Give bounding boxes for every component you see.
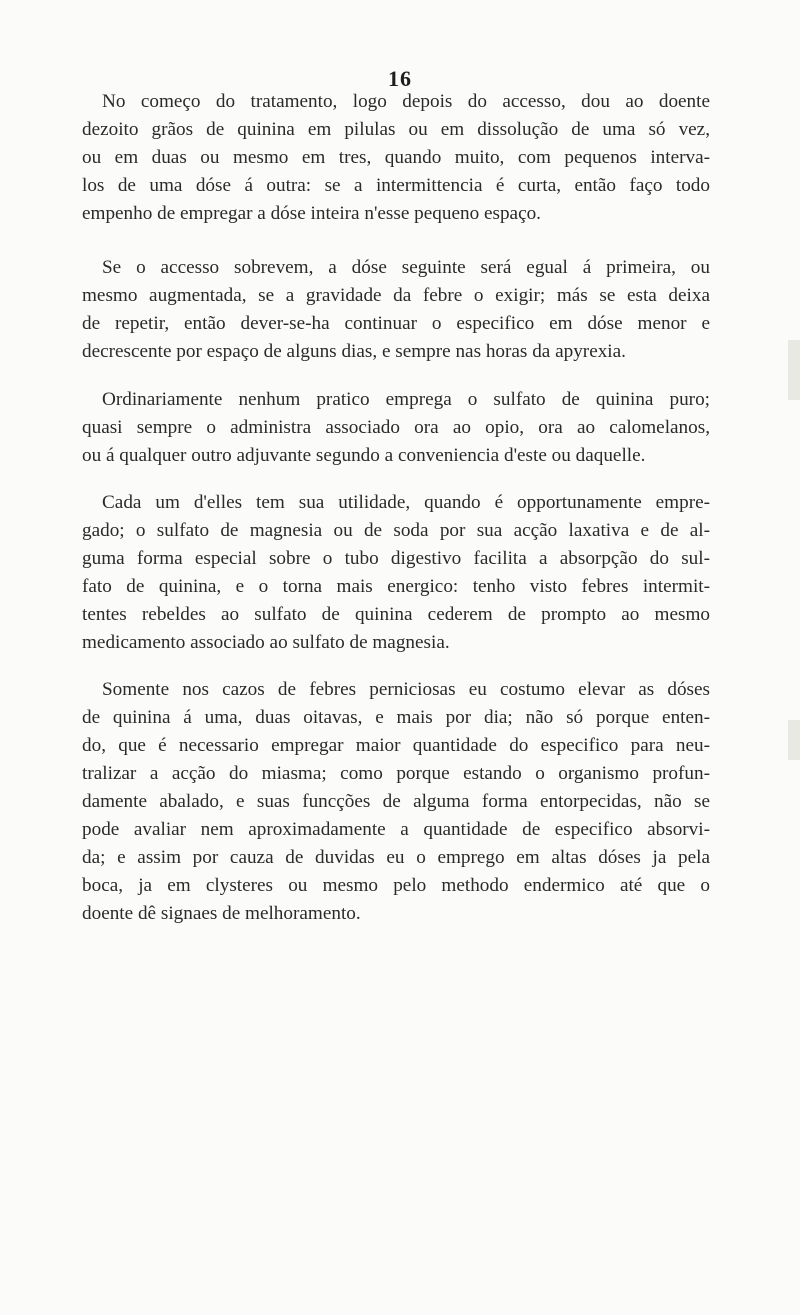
paragraph-4 <box>82 489 710 657</box>
text-line: decrescente por espaço de alguns dias, e sempre nas horas da apyrexia. <box>82 341 626 362</box>
page-number: 16 <box>388 66 412 91</box>
text-line: damente abalado, e suas funcções de alguma forma entorpecidas, não se <box>82 791 710 812</box>
text-line: guma forma especial sobre o tubo digestivo facilita a absorpção do sul- <box>82 548 710 569</box>
text-line: Se o accesso sobrevem, a dóse seguinte será egual á primeira, ou <box>102 257 710 278</box>
text-line: quasi sempre o administra associado ora ao opio, ora ao calomelanos, <box>82 417 710 438</box>
text-line: doente dê signaes de melhoramento. <box>82 903 361 924</box>
text-line: fato de quinina, e o torna mais energico: tenho visto febres intermit- <box>82 576 710 597</box>
text-line: Ordinariamente nenhum pratico emprega o sulfato de quinina puro; <box>102 389 710 410</box>
text-line: No começo do tratamento, logo depois do accesso, dou ao doente <box>102 91 710 112</box>
text-line: mesmo augmentada, se a gravidade da febre o exigir; más se esta deixa <box>82 285 710 306</box>
text-line: Cada um d'elles tem sua utilidade, quando é opportunamente empre- <box>102 492 710 513</box>
text-line: los de uma dóse á outra: se a intermittencia é curta, então faço todo <box>82 175 710 196</box>
text-line: ou á qualquer outro adjuvante segundo a conveniencia d'este ou daquelle. <box>82 445 646 466</box>
text-line: de quinina á uma, duas oitavas, e mais por dia; não só porque enten- <box>82 707 710 728</box>
text-line: Somente nos cazos de febres perniciosas eu costumo elevar as dóses <box>102 679 710 700</box>
paragraph-1 <box>82 88 710 228</box>
paragraph-3 <box>82 386 710 470</box>
page-edge-shadow <box>788 720 800 760</box>
text-line: tralizar a acção do miasma; como porque estando o organismo profun- <box>82 763 710 784</box>
text-line: empenho de empregar a dóse inteira n'esse pequeno espaço. <box>82 203 541 224</box>
text-line: de repetir, então dever-se-ha continuar o especifico em dóse menor e <box>82 313 710 334</box>
page-edge-shadow <box>788 340 800 400</box>
text-line: tentes rebeldes ao sulfato de quinina cederem de prompto ao mesmo <box>82 604 710 625</box>
text-line: boca, ja em clysteres ou mesmo pelo methodo endermico até que o <box>82 875 710 896</box>
paragraph-5 <box>82 676 710 928</box>
paragraph-2 <box>82 254 710 366</box>
text-line: gado; o sulfato de magnesia ou de soda por sua acção laxativa e de al- <box>82 520 710 541</box>
text-line: pode avaliar nem aproximadamente a quantidade de especifico absorvi- <box>82 819 710 840</box>
text-line: dezoito grãos de quinina em pilulas ou em dissolução de uma só vez, <box>82 119 710 140</box>
text-line: da; e assim por cauza de duvidas eu o emprego em altas dóses ja pela <box>82 847 710 868</box>
text-line: medicamento associado ao sulfato de magnesia. <box>82 632 450 653</box>
text-line: do, que é necessario empregar maior quantidade do especifico para neu- <box>82 735 710 756</box>
text-line: ou em duas ou mesmo em tres, quando muito, com pequenos interva- <box>82 147 710 168</box>
